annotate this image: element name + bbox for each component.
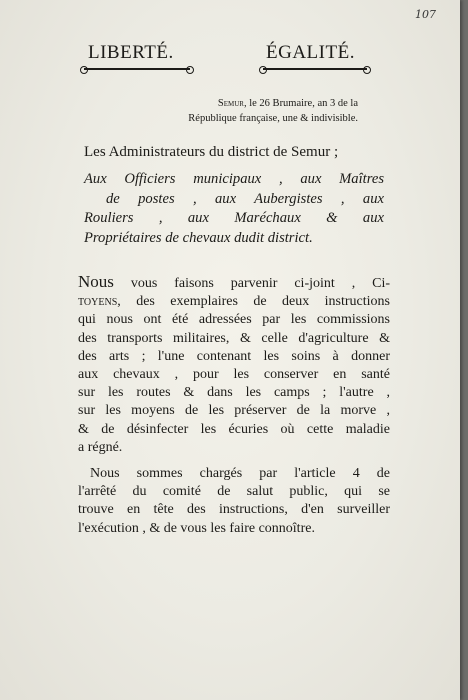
addressee-block (84, 170, 384, 248)
body-line: l'arrêté du comité de salut public, qui se (78, 484, 390, 500)
body-line: trouve en tête des instructions, d'en surveiller (78, 502, 390, 518)
body-line: qui nous ont été adressées par les commissions (78, 312, 390, 328)
dateline-line-1 (128, 96, 358, 111)
letter-body (78, 273, 390, 538)
body-line: des arts ; l'une contenant les soins à donner (78, 348, 390, 364)
body-citoyens: toyens (78, 294, 118, 310)
body-line: l'exécution , & de vous les faire connoître. (78, 520, 315, 536)
body-dropcap: Nous (78, 272, 114, 291)
dateline-date: , le 26 Brumaire, an 3 de la (243, 98, 358, 109)
dateline-line-2: République française, une & indivisible. (188, 113, 358, 124)
body-line (78, 293, 390, 311)
addressee-line: Rouliers , aux Maréchaux & aux (84, 210, 384, 226)
dateline-place: Semur (217, 98, 244, 109)
motto-underline-right (263, 68, 367, 70)
body-line: sur les moyens de les préserver de la morve , (78, 403, 390, 419)
addressee-line: de postes , aux Aubergistes , aux (106, 190, 384, 207)
body-line: Nous sommes chargés par l'article 4 de (90, 466, 390, 482)
body-line: & de désinfecter les écuries où cette maladie (78, 421, 390, 437)
addresser-heading: Les Administrateurs du district de Semur ; (84, 144, 339, 160)
motto-header (0, 42, 460, 78)
addressee-line: Aux Officiers municipaux , aux Maîtres (84, 171, 384, 187)
motto-underline-left (84, 68, 190, 70)
body-line (78, 273, 390, 293)
body-line-1-text: vous faisons parvenir ci-joint , Ci- (113, 276, 390, 291)
motto-egalite: ÉGALITÉ. (266, 42, 355, 63)
dateline (128, 96, 358, 126)
addressee-line: Propriétaires de chevaux dudit district. (84, 229, 313, 246)
body-line: aux chevaux , pour les conserver en santé (78, 367, 390, 383)
body-line-2-text: , des exemplaires de deux instructions (117, 294, 390, 310)
body-line: a régné. (78, 439, 123, 455)
motto-liberte: LIBERTÉ. (88, 42, 174, 63)
body-line: des transports militaires, & celle d'agriculture & (78, 330, 390, 346)
paragraph-gap (78, 457, 390, 465)
body-line: sur les routes & dans les camps ; l'autre , (78, 385, 390, 401)
page-number: 107 (415, 8, 436, 21)
